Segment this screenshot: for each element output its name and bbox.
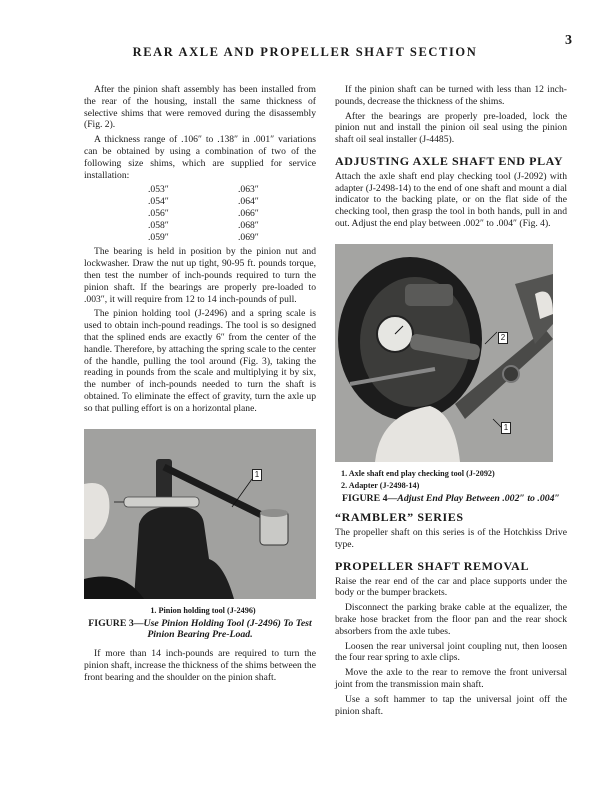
figure-3-photo <box>84 429 316 599</box>
shim-size-table <box>148 184 316 243</box>
right-column <box>335 84 567 720</box>
end-play-tool-photo <box>335 244 553 462</box>
heading-propeller-shaft-removal: PROPELLER SHAFT REMOVAL <box>335 558 530 573</box>
shim-size: .053″ <box>148 184 169 196</box>
figure-4-caption <box>335 493 567 504</box>
paragraph: A thickness range of .106″ to .138″ in .001″ variations can be obtained by using a combination of two of the following size shims, which are supplied for service installation: <box>84 134 316 181</box>
shim-size: .056″ <box>148 207 169 219</box>
caption-prefix: FIGURE 4— <box>342 493 398 505</box>
section-title: REAR AXLE AND PROPELLER SHAFT SECTION <box>132 45 478 59</box>
caption-text: Use Pinion Holding Tool (J-2496) To Test Pinion Bearing Pre-Load. <box>143 618 312 641</box>
pinion-tool-photo <box>84 429 316 599</box>
heading-rambler-series: “RAMBLER” SERIES <box>335 510 464 525</box>
callout-1: 1 <box>252 469 262 481</box>
shim-size: .068″ <box>238 219 259 231</box>
caption-prefix: FIGURE 3— <box>88 618 144 630</box>
legend-item: 1. Axle shaft end play checking tool (J-2092) <box>341 468 495 478</box>
paragraph: Move the axle to the rear to remove the front universal joint from the transmission main shaft. <box>335 667 567 690</box>
shim-size: .064″ <box>238 196 259 208</box>
legend-item: 2. Adapter (J-2498-14) <box>341 480 420 490</box>
paragraph: The pinion holding tool (J-2496) and a spring scale is used to obtain inch-pound readings. The tool is so designed that the splined ends are exactly 6″ from the center of the handle. Therefore, by attaching the spring scale to the center of the handle, pulling the tool around (Fig. 3), taking the reading in pounds from the scale and multiplying it by six, the number of inch-pounds needed to turn the shaft is obtained. To eliminate the effect of gravity, turn the axle up so that pulling effort is on a horizontal plane. <box>84 308 316 414</box>
paragraph: Raise the rear end of the car and place supports under the body or the bumper brackets. <box>335 575 567 599</box>
caption-text: Adjust End Play Between .002″ to .004″ <box>397 493 560 505</box>
heading-end-play: ADJUSTING AXLE SHAFT END PLAY <box>335 153 564 168</box>
paragraph: The bearing is held in position by the pinion nut and lockwasher. Draw the nut up tight, 90-95 ft. pounds torque, then test the number of inch-pounds required to turn the pinion shaft. If the bearings are properly pre-loaded to .003″, it will require from 12 to 14 inch-pounds of pull. <box>84 246 316 305</box>
callout-1: 1 <box>501 422 511 434</box>
shim-size: .054″ <box>148 196 169 208</box>
paragraph: If the pinion shaft can be turned with less than 12 inch-pounds, decrease the thickness of the shims. <box>335 84 567 107</box>
paragraph: Disconnect the parking brake cable at the equalizer, the brake hose bracket from the floor pan and the rear shock absorbers from the axle tubes. <box>335 602 567 637</box>
legend-item: 1. Pinion holding tool (J-2496) <box>150 605 256 615</box>
shim-size: .063″ <box>238 184 259 196</box>
figure-3-legend <box>84 605 316 617</box>
paragraph: After the pinion shaft assembly has been installed from the rear of the housing, install the same thickness of selective shims that were removed during the disassembly (Fig. 2). <box>84 84 316 131</box>
page-number: 3 <box>565 33 572 48</box>
paragraph: If more than 14 inch-pounds are required to turn the pinion shaft, increase the thickness of the shims between the front bearing and the shoulder on the pinion shaft. <box>84 648 316 683</box>
paragraph: Loosen the rear universal joint coupling nut, then loosen the four rear spring to axle clips. <box>335 640 567 664</box>
paragraph: Use a soft hammer to tap the universal joint off the pinion shaft. <box>335 693 567 717</box>
shim-size: .058″ <box>148 219 169 231</box>
paragraph: The propeller shaft on this series is of the Hotchkiss Drive type. <box>335 527 567 550</box>
callout-2: 2 <box>498 332 508 344</box>
shim-size: .066″ <box>238 207 259 219</box>
shim-size: .059″ <box>148 231 169 243</box>
figure-4-legend <box>335 468 567 492</box>
left-column <box>84 84 316 687</box>
paragraph: Attach the axle shaft end play checking tool (J-2092) with adapter (J-2498-14) to the end of one shaft and mount a dial indicator to the backing plate, or on the flat side of the checking tool, then grasp the tool in both hands, pull in and out. Adjust the end play between .002″ to .004″ (Fig. 4). <box>335 170 567 229</box>
paragraph: After the bearings are properly pre-loaded, lock the pinion nut and install the pinion oil seal using the pinion shaft oil seal installer (J-4485). <box>335 110 567 146</box>
figure-3-caption <box>84 618 316 640</box>
shim-size: .069″ <box>238 231 259 243</box>
figure-4-photo <box>335 244 553 462</box>
